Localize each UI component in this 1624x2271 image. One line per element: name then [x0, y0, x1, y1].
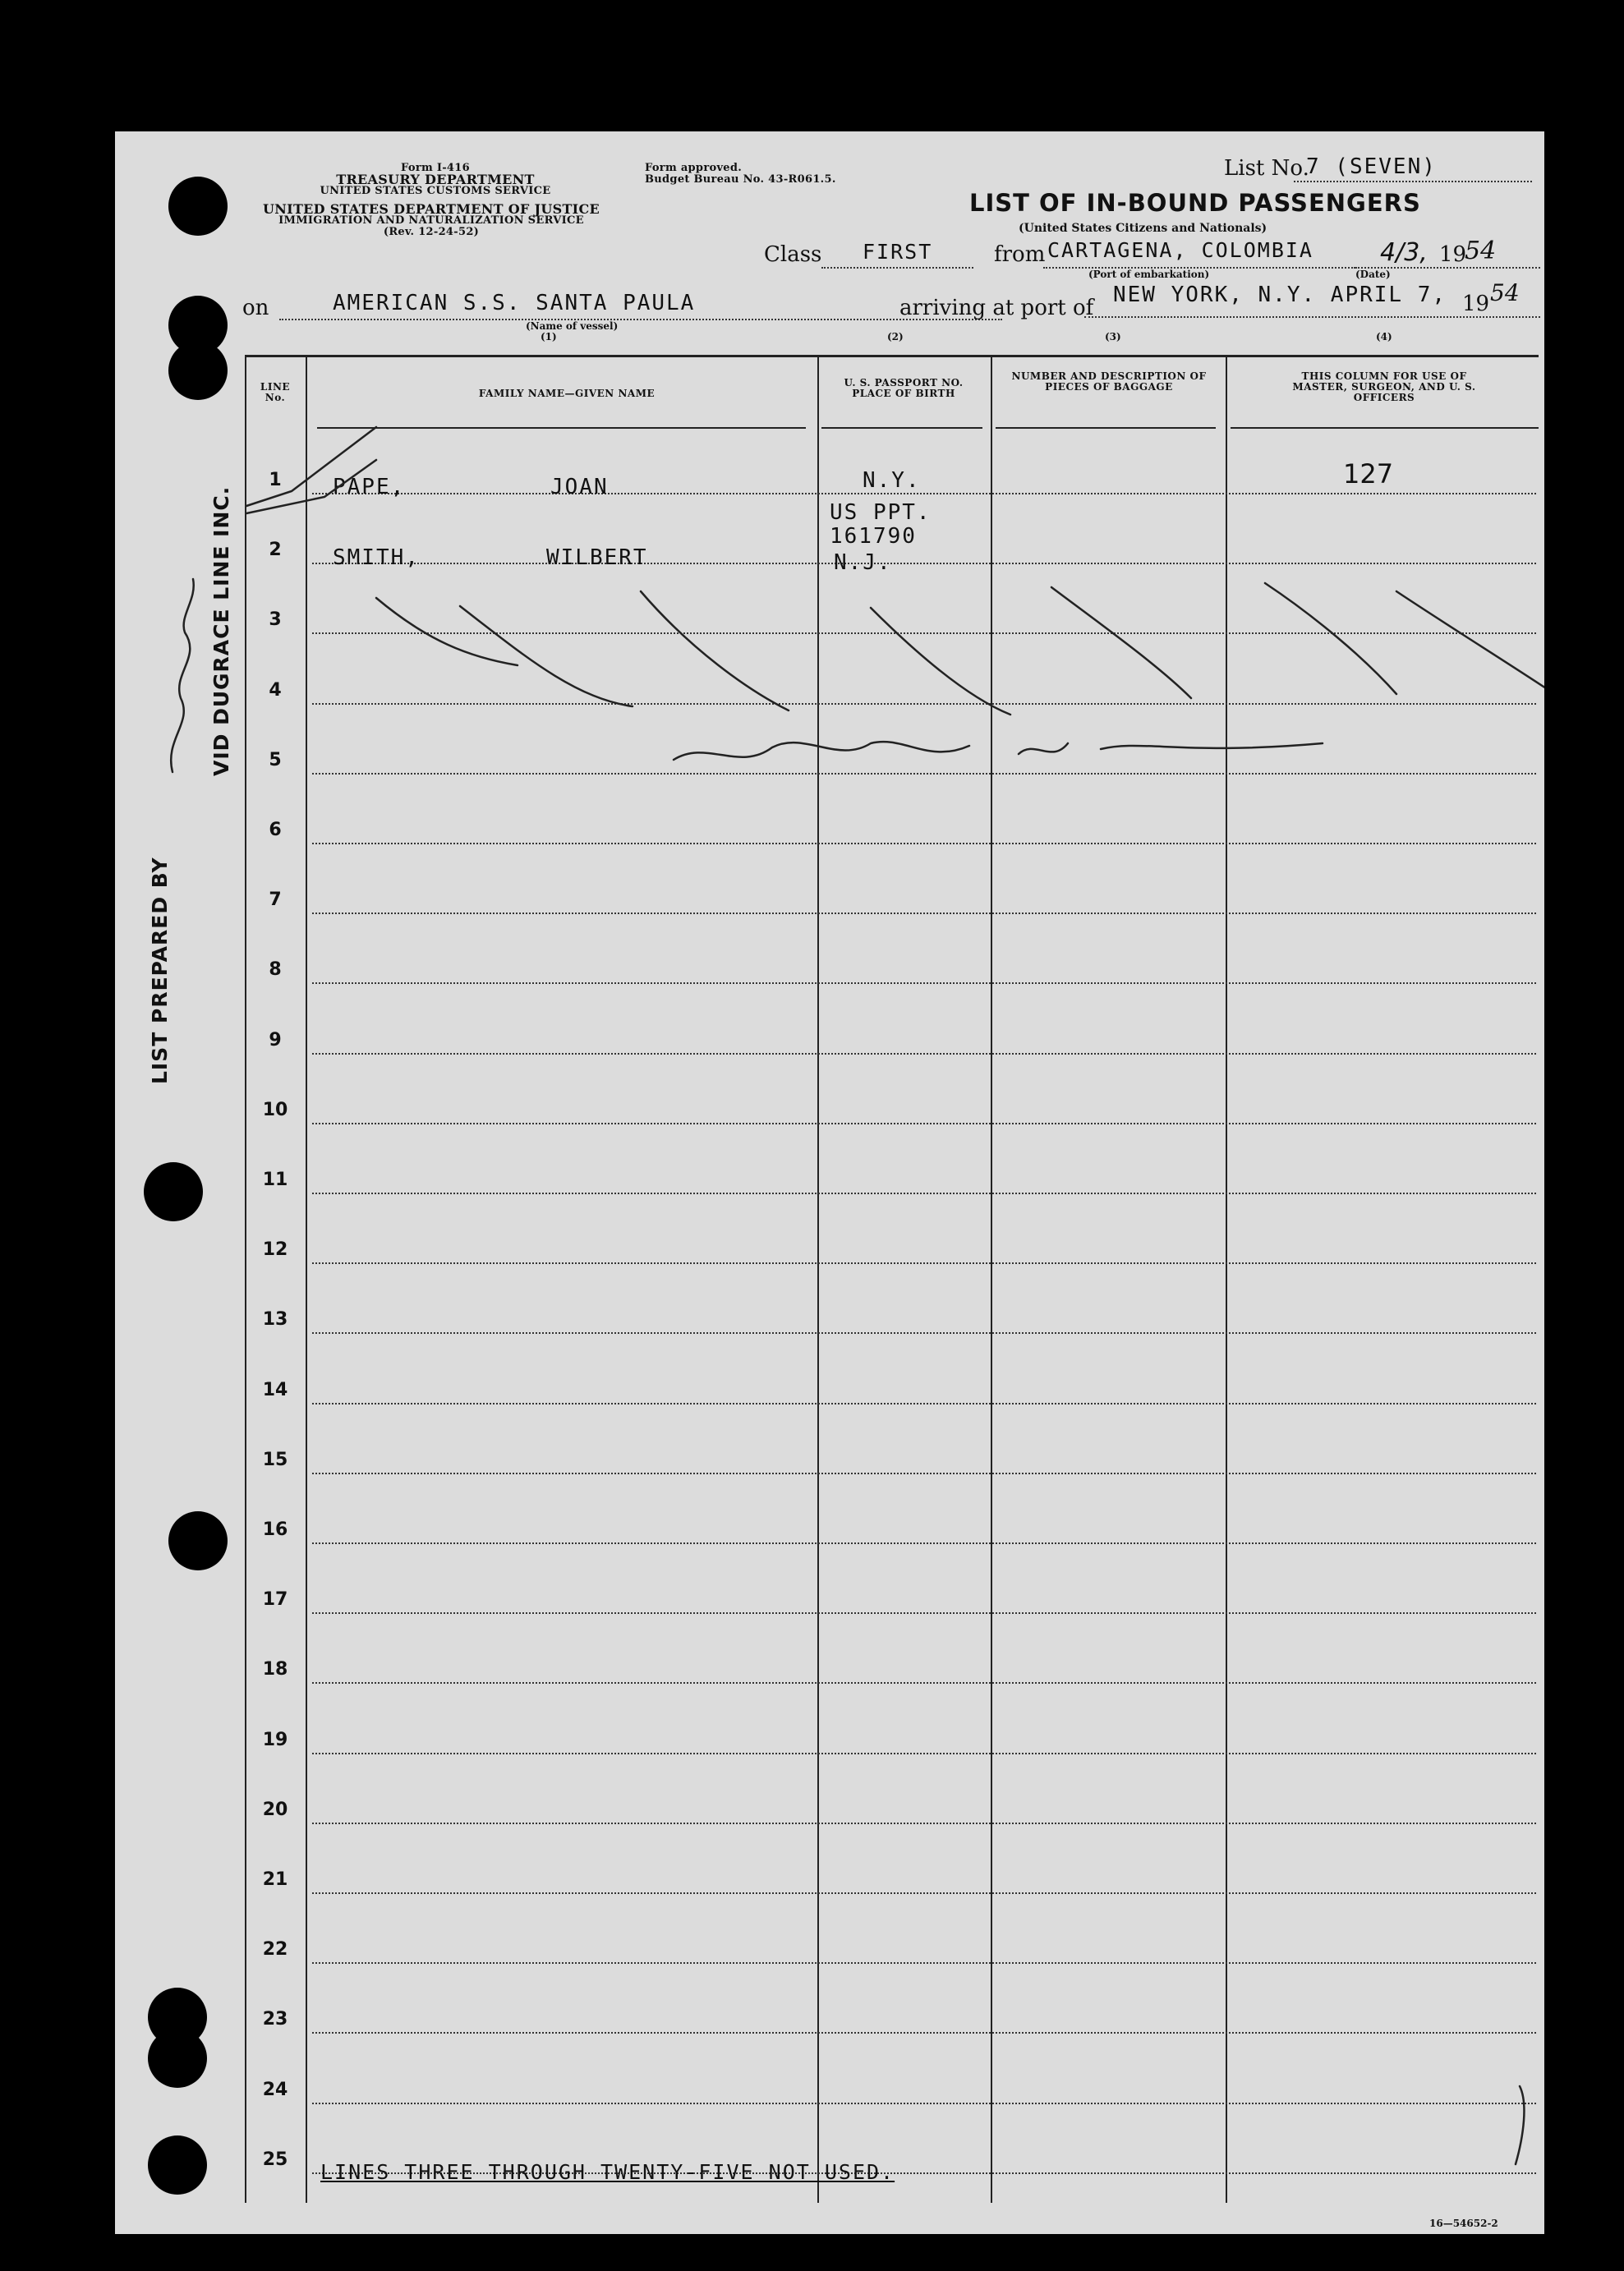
page-title: LIST OF IN-BOUND PASSENGERS [969, 189, 1421, 217]
row1-officer-number: 127 [1343, 458, 1394, 490]
binder-hole-7 [148, 2029, 207, 2088]
col-marker-4: (4) [1376, 331, 1392, 342]
date-year-prefix: 19 [1439, 242, 1467, 267]
line-number: 12 [262, 1239, 288, 1261]
row2-passport-line1: US PPT. [830, 500, 932, 525]
binder-hole-1 [168, 177, 228, 236]
col-marker-3: (3) [1105, 331, 1121, 342]
from-label: from [994, 242, 1046, 267]
line-number: 15 [262, 1449, 288, 1470]
unused-lines-note: LINES THREE THROUGH TWENTY-FIVE NOT USED. [320, 2160, 895, 2184]
line-number: 24 [262, 2079, 288, 2100]
line-number: 7 [269, 890, 282, 911]
tally-mark [1516, 2086, 1524, 2164]
line-number: 9 [269, 1029, 282, 1050]
line-number: 1 [269, 470, 282, 490]
strike-mark-6 [1265, 583, 1396, 694]
strike-mark-2 [460, 606, 633, 706]
form-number: Form I-416 [401, 162, 470, 174]
vessel-caption: (Name of vessel) [526, 320, 619, 332]
port-of-embarkation: CARTAGENA, COLOMBIA [1047, 238, 1313, 262]
company-fragment: VID DU [209, 689, 233, 776]
col-line-no: LINE No. [260, 381, 291, 403]
date-year-suffix: 54 [1465, 237, 1497, 265]
col-officers: THIS COLUMN FOR USE OF MASTER, SURGEON, AND U. S. OFFICERS [1292, 370, 1476, 403]
col-marker-2: (2) [887, 331, 904, 342]
page-subtitle: (United States Citizens and Nationals) [1019, 222, 1267, 235]
initials-scrawl [674, 742, 1323, 760]
embarkation-caption: (Port of embarkation) [1088, 269, 1210, 280]
strike-mark-1 [376, 598, 518, 665]
line-number: 10 [262, 1099, 288, 1120]
line-number: 8 [269, 959, 282, 981]
arriving-label: arriving at port of [899, 296, 1094, 320]
binder-hole-8 [148, 2135, 207, 2195]
check-mark-row1 [246, 427, 376, 513]
line-number: 16 [262, 1519, 288, 1540]
print-code: 16—54652-2 [1429, 2218, 1498, 2229]
binder-hole-4 [144, 1162, 203, 1221]
date-caption: (Date) [1355, 269, 1391, 280]
signature-side [171, 579, 194, 772]
budget-bureau: Budget Bureau No. 43-R061.5. [645, 173, 836, 186]
col-passport: U. S. PASSPORT NO. PLACE OF BIRTH [844, 377, 964, 399]
row2-family-name: SMITH, [333, 545, 420, 570]
line-number: 21 [262, 1869, 288, 1890]
strike-mark-3 [641, 591, 789, 710]
line-number: 25 [262, 2149, 288, 2170]
binder-hole-5 [168, 1511, 228, 1570]
line-number: 23 [262, 2009, 288, 2030]
row1-place-of-birth: N.Y. [863, 468, 921, 493]
ins-line: IMMIGRATION AND NATURALIZATION SERVICE [278, 214, 584, 227]
binder-hole-3 [168, 341, 228, 400]
line-number: 18 [262, 1659, 288, 1680]
list-no-label: List No. [1224, 156, 1309, 181]
line-number: 6 [269, 820, 282, 840]
class-label: Class [764, 242, 822, 267]
row2-place-of-birth: N.J. [834, 550, 892, 575]
col-baggage: NUMBER AND DESCRIPTION OF PIECES OF BAGGAGE [1011, 370, 1207, 393]
embarkation-date: 4/3, [1380, 238, 1428, 267]
treasury-department: TREASURY DEPARTMENT [336, 172, 535, 187]
line-number: 11 [262, 1170, 288, 1190]
line-number: 5 [269, 749, 282, 770]
arrival-year-suffix: 54 [1490, 279, 1520, 306]
vessel-name: AMERICAN S.S. SANTA PAULA [333, 291, 696, 315]
list-prepared-by: LIST PREPARED BY [148, 857, 172, 1084]
strike-mark-7 [1396, 591, 1544, 690]
list-no-value: 7 (SEVEN) [1306, 154, 1437, 179]
line-number: 13 [262, 1309, 288, 1331]
row1-family-name: PAPE, [333, 475, 406, 499]
line-number: 4 [269, 679, 282, 701]
line-number: 3 [269, 609, 282, 631]
arrival-year-prefix: 19 [1462, 292, 1490, 316]
strike-mark-5 [1051, 587, 1191, 698]
row2-given-name: WILBERT [546, 545, 648, 570]
line-number: 22 [262, 1939, 288, 1961]
row2-passport-line2: 161790 [830, 524, 917, 549]
row1-given-name: JOAN [550, 475, 609, 499]
line-number: 17 [262, 1589, 288, 1611]
justice-department: UNITED STATES DEPARTMENT OF JUSTICE [262, 201, 600, 217]
form-approved: Form approved. [645, 162, 743, 174]
revision-date: (Rev. 12-24-52) [383, 226, 480, 238]
strike-mark-4 [871, 608, 1010, 715]
class-value: FIRST [863, 240, 933, 264]
handwritten-marks [115, 131, 1544, 2234]
company-name: GRACE LINE INC. [209, 485, 233, 690]
line-number: 2 [269, 540, 282, 561]
line-number: 14 [262, 1379, 288, 1400]
line-number: 19 [262, 1729, 288, 1750]
on-label: on [242, 296, 269, 320]
col-name: FAMILY NAME—GIVEN NAME [478, 388, 656, 399]
line-number: 20 [262, 1799, 288, 1820]
col-marker-1: (1) [541, 331, 557, 342]
manifest-sheet [115, 131, 1544, 2234]
customs-service: UNITED STATES CUSTOMS SERVICE [320, 185, 551, 197]
arrival-port: NEW YORK, N.Y. APRIL 7, [1113, 283, 1447, 307]
